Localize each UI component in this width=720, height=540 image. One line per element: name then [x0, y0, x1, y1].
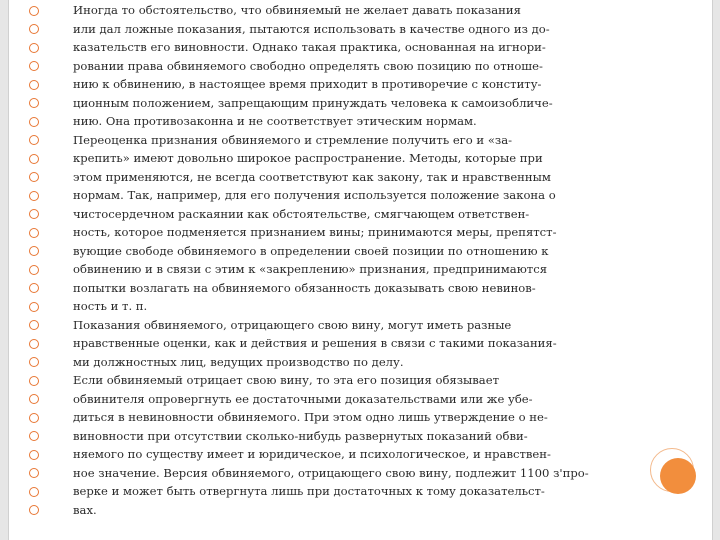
bullet-line	[29, 168, 629, 187]
bullet-line	[29, 464, 629, 483]
bullet-circle-icon	[29, 487, 39, 497]
bullet-circle-icon	[29, 135, 39, 145]
bullet-circle-icon	[29, 6, 39, 16]
bullet-circle-icon	[29, 154, 39, 164]
bullet-line	[29, 408, 629, 427]
bullet-line	[29, 482, 629, 501]
bullet-line	[29, 501, 629, 520]
bullet-line	[29, 94, 629, 113]
bullet-line	[29, 75, 629, 94]
bullet-line	[29, 445, 629, 464]
decorative-filled-circle	[660, 458, 696, 494]
bullet-line	[29, 427, 629, 446]
bullet-text: обвинению и в связи с этим к «закреплению» признания, предпринимаются	[73, 262, 548, 276]
bullet-text: ровании права обвиняемого свободно определять свою позицию по отноше-	[73, 58, 543, 73]
bullet-text: вах.	[73, 502, 97, 517]
bullet-circle-icon	[29, 209, 39, 219]
bullet-circle-icon	[29, 376, 39, 386]
bullet-text: Показания обвиняемого, отрицающего свою вину, могут иметь разные	[73, 317, 512, 332]
bullet-text: ми должностных лиц, ведущих производство по делу.	[73, 354, 404, 369]
bullet-text: няемого по существу имеет и юридическое, и психологическое, и нравствен-	[73, 447, 551, 461]
bullet-circle-icon	[29, 265, 39, 275]
bullet-line	[29, 205, 629, 224]
bullet-text: Переоценка признания обвиняемого и стремление получить его и «за-	[73, 132, 513, 147]
bullet-text: ционным положением, запрещающим принуждать человека к самоизобличе-	[73, 95, 553, 110]
bullet-text: нравственные оценки, как и действия и решения в связи с такими показания-	[73, 336, 557, 350]
bullet-circle-icon	[29, 228, 39, 238]
bullet-text: казательств его виновности. Однако такая практика, основанная на игнори-	[73, 40, 546, 54]
bullet-circle-icon	[29, 431, 39, 441]
bullet-circle-icon	[29, 283, 39, 293]
bullet-circle-icon	[29, 505, 39, 515]
bullet-text: обвинителя опровергнуть ее достаточными доказательствами или же убе-	[73, 391, 533, 406]
bullet-line	[29, 334, 629, 353]
bullet-line	[29, 131, 629, 150]
bullet-text: этом применяются, не всегда соответствуют как закону, так и нравственным	[73, 169, 551, 184]
bullet-text: чистосердечном раскаянии как обстоятельстве, смягчающем ответствен-	[73, 206, 530, 221]
bullet-text: или дал ложные показания, пытаются использовать в качестве одного из до-	[73, 21, 550, 36]
bullet-line	[29, 112, 629, 131]
bullet-circle-icon	[29, 320, 39, 330]
bullet-text: диться в невиновности обвиняемого. При этом одно лишь утверждение о не-	[73, 410, 548, 424]
bullet-circle-icon	[29, 61, 39, 71]
bullet-line	[29, 223, 629, 242]
bullet-line	[29, 186, 629, 205]
bullet-line	[29, 371, 629, 390]
bullet-circle-icon	[29, 468, 39, 478]
bullet-circle-icon	[29, 413, 39, 423]
bullet-circle-icon	[29, 117, 39, 127]
bullet-circle-icon	[29, 191, 39, 201]
bullet-text: крепить» имеют довольно широкое распространение. Методы, которые при	[73, 151, 543, 165]
bullet-circle-icon	[29, 246, 39, 256]
bullet-line	[29, 1, 629, 20]
bullet-circle-icon	[29, 357, 39, 367]
bullet-line	[29, 20, 629, 39]
bullet-text: виновности при отсутствии сколько-нибудь развернутых показаний обви-	[73, 428, 528, 443]
bullet-circle-icon	[29, 43, 39, 53]
bullet-circle-icon	[29, 450, 39, 460]
bullet-text: ное значение. Версия обвиняемого, отрицающего свою вину, подлежит 1100 з'про-	[73, 465, 589, 480]
bullet-circle-icon	[29, 98, 39, 108]
bullet-circle-icon	[29, 302, 39, 312]
bullet-line	[29, 149, 629, 168]
bullet-circle-icon	[29, 24, 39, 34]
bullet-text: верке и может быть отвергнута лишь при достаточных к тому доказательст-	[73, 484, 545, 498]
bullet-text: Если обвиняемый отрицает свою вину, то эта его позиция обязывает	[73, 373, 499, 387]
bullet-line	[29, 390, 629, 409]
bullet-text: нию к обвинению, в настоящее время приходит в противоречие с конститу-	[73, 77, 542, 91]
slide	[8, 0, 713, 540]
bullet-text: вующие свободе обвиняемого в определении своей позиции по отношению к	[73, 243, 549, 258]
bullet-line	[29, 57, 629, 76]
bullet-line	[29, 260, 629, 279]
bullet-text: нормам. Так, например, для его получения используется положение закона о	[73, 188, 556, 202]
bullet-circle-icon	[29, 339, 39, 349]
bullet-line	[29, 38, 629, 57]
bullet-text: нию. Она противозаконна и не соответствует этическим нормам.	[73, 114, 477, 128]
bullet-line	[29, 316, 629, 335]
bullet-line	[29, 242, 629, 261]
bullet-circle-icon	[29, 172, 39, 182]
bullet-list	[29, 1, 629, 519]
bullet-line	[29, 297, 629, 316]
bullet-text: Иногда то обстоятельство, что обвиняемый не желает давать показания	[73, 3, 521, 17]
bullet-circle-icon	[29, 394, 39, 404]
bullet-text: попытки возлагать на обвиняемого обязанность доказывать свою невинов-	[73, 280, 536, 295]
bullet-text: ность, которое подменяется признанием вины; принимаются меры, препятст-	[73, 225, 557, 239]
bullet-circle-icon	[29, 80, 39, 90]
bullet-line	[29, 279, 629, 298]
bullet-line	[29, 353, 629, 372]
bullet-text: ность и т. п.	[73, 299, 148, 313]
